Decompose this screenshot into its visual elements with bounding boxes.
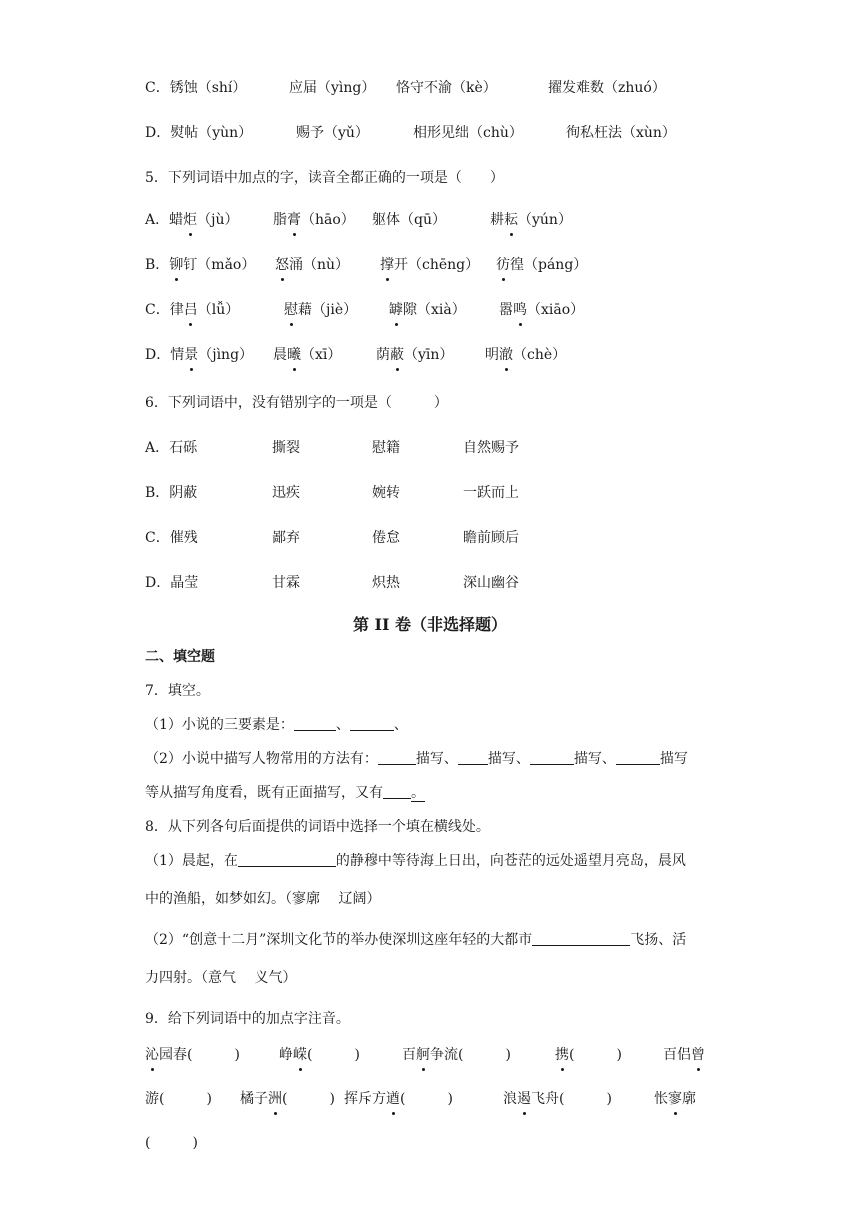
q7-blank[interactable] — [616, 750, 660, 765]
q7-blank[interactable] — [383, 784, 411, 799]
q7-blank[interactable] — [350, 716, 394, 731]
q7-blank[interactable] — [378, 750, 416, 765]
q7-blank[interactable] — [530, 750, 574, 765]
q7-line2: （2）小说中描写人物常用的方法有： 描写、 描写、 描写、 描写 — [145, 751, 688, 767]
q8-sentence2: （2）“创意十二月”深圳文化节的举办使深圳这座年轻的大都市 飞扬、活 — [145, 932, 687, 948]
q8-sentence1: （1）晨起，在 的静穆中等待海上日出，向苍茫的远处遥望月亮岛，晨风 — [145, 853, 686, 869]
q8-sentence1-cont: 中的渔船，如梦如幻。（寥廓 辽阔） — [145, 891, 381, 907]
q6-stem: 6．下列词语中，没有错别字的一项是（ ） — [145, 395, 448, 411]
q8-blank[interactable] — [532, 931, 630, 946]
q7-blank[interactable] — [294, 716, 336, 731]
q7-stem: 7．填空。 — [145, 683, 210, 699]
q5-stem: 5．下列词语中加点的字，读音全都正确的一项是（ ） — [145, 170, 504, 186]
q7-blank[interactable] — [458, 750, 488, 765]
part2-title: 第 II 卷（非选择题） — [352, 615, 508, 634]
q8-sentence2-cont: 力四射。（意气 义气） — [145, 970, 297, 986]
q8-stem: 8．从下列各句后面提供的词语中选择一个填在横线处。 — [145, 819, 490, 835]
q7-line1: （1）小说的三要素是： 、 、 — [145, 717, 408, 733]
section-fill-in-heading: 二、填空题 — [145, 649, 215, 665]
q9-stem: 9．给下列词语中的加点字注音。 — [145, 1011, 350, 1027]
q7-line3: 等从描写角度看，既有正面描写，又有 。 — [145, 785, 425, 801]
q9-row3: ( ) — [145, 1135, 198, 1151]
q8-blank[interactable] — [238, 852, 336, 867]
